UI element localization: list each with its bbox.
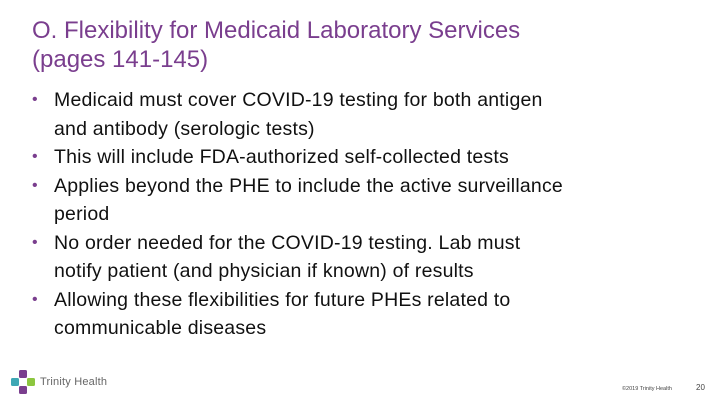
bullet-line: and antibody (serologic tests) bbox=[54, 117, 315, 140]
copyright-text: ©2019 Trinity Health bbox=[622, 386, 672, 392]
slide-title bbox=[32, 16, 692, 74]
bullet-marker: • bbox=[32, 290, 38, 308]
page-number: 20 bbox=[696, 383, 705, 392]
logo-text: Trinity Health bbox=[40, 376, 108, 388]
bullet-line: notify patient (and physician if known) of results bbox=[54, 260, 474, 282]
bullet-marker: • bbox=[32, 148, 38, 165]
bullet-item-medicaid-coverage bbox=[30, 86, 690, 143]
bullet-line: Allowing these flexibilities for future PHEs related to bbox=[54, 288, 511, 311]
bullet-text bbox=[54, 286, 690, 343]
bullet-line: No order needed for the COVID-19 testing. Lab must bbox=[54, 231, 521, 254]
bullet-line: Medicaid must cover COVID-19 testing for both antigen bbox=[54, 89, 543, 111]
bullet-item-self-collected bbox=[30, 143, 690, 172]
slide-title-line-2: (pages 141-145) bbox=[32, 46, 209, 73]
bullet-text bbox=[54, 143, 690, 172]
bullet-text bbox=[54, 229, 690, 286]
bullet-line: period bbox=[54, 203, 110, 225]
bullet-marker: • bbox=[32, 176, 38, 194]
bullet-item-future-phes bbox=[30, 286, 690, 343]
bullet-marker: • bbox=[32, 233, 38, 251]
bullet-list bbox=[30, 86, 690, 343]
bullet-marker: • bbox=[32, 91, 38, 108]
bullet-item-no-order bbox=[30, 229, 690, 286]
bullet-line: communicable diseases bbox=[54, 317, 267, 339]
trinity-health-logo bbox=[10, 368, 107, 396]
trinity-cross-icon bbox=[10, 369, 36, 395]
bullet-line: This will include FDA-authorized self-collected tests bbox=[54, 146, 509, 168]
bullet-item-surveillance-period bbox=[30, 172, 690, 229]
slide-title-line-1: O. Flexibility for Medicaid Laboratory Services bbox=[32, 17, 521, 44]
bullet-text bbox=[54, 86, 690, 143]
bullet-text bbox=[54, 172, 690, 229]
bullet-line: Applies beyond the PHE to include the active surveillance bbox=[54, 174, 563, 197]
